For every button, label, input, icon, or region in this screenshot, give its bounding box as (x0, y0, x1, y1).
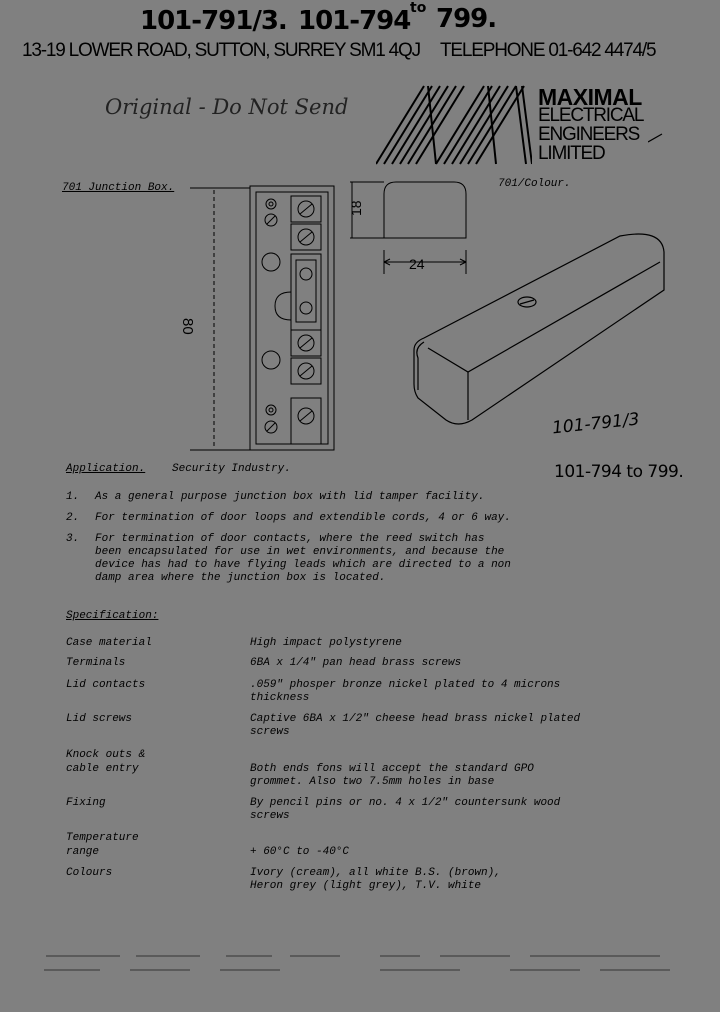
spec-value-lid-contacts: .059" phosper bronze nickel plated to 4 microns (250, 679, 561, 691)
spec-label-temperature-2: range (66, 846, 100, 858)
application-industry: Security Industry. (172, 463, 291, 475)
application-item-3-num: 3. (66, 533, 80, 545)
company-line-2: ELECTRICAL (538, 105, 644, 126)
spec-label-terminals: Terminals (66, 657, 126, 669)
drawing-title: 701 Junction Box. (62, 182, 175, 194)
spec-value-terminals: 6BA x 1/4" pan head brass screws (250, 657, 462, 669)
spec-label-lid-contacts: Lid contacts (66, 679, 146, 691)
application-item-3-line-2: been encapsulated for use in wet environments, and because the (95, 546, 505, 558)
original-note: Original - Do Not Send (105, 95, 349, 119)
spec-value-knockouts: Both ends fons will accept the standard GPO (250, 763, 534, 775)
spec-value-lid-screws-2: screws (250, 726, 290, 738)
dim-length: 80 (179, 318, 196, 335)
handwritten-ref-c: 799. (436, 4, 497, 34)
application-item-1: As a general purpose junction box with lid tamper facility. (95, 491, 485, 503)
handwritten-side-ref-1: 101-791/3 (551, 409, 641, 439)
spec-label-temperature: Temperature (66, 832, 139, 844)
spec-value-colours: Ivory (cream), all white B.S. (brown), (250, 867, 501, 879)
colour-label: 701/Colour. (498, 178, 571, 190)
application-item-3-line-3: device has had to have flying leads which are directed to a non (95, 559, 511, 571)
spec-label-fixing: Fixing (66, 797, 106, 809)
spec-value-lid-contacts-2: thickness (250, 692, 310, 704)
application-item-2: For termination of door loops and extendible cords, 4 or 6 way. (95, 512, 511, 524)
handwritten-side-ref-2: 101-794 to 799. (554, 462, 684, 482)
spec-label-knockouts-2: cable entry (66, 763, 139, 775)
spec-value-lid-screws: Captive 6BA x 1/2" cheese head brass nickel plated (250, 713, 581, 725)
letterhead-address: 13-19 LOWER ROAD, SUTTON, SURREY SM1 4QJ (22, 40, 420, 61)
company-name: MAXIMAL (538, 84, 642, 110)
application-item-3-line-4: damp area where the junction box is located. (95, 572, 386, 584)
spec-value-fixing-2: screws (250, 810, 290, 822)
spec-label-knockouts: Knock outs & (66, 749, 146, 761)
junction-box-top-view (190, 180, 340, 460)
junction-box-isometric-view (410, 224, 670, 434)
dim-height: 18 (348, 200, 364, 216)
company-line-3: ENGINEERS (538, 124, 640, 145)
spec-value-knockouts-2: grommet. Also two 7.5mm holes in base (250, 776, 495, 788)
spec-value-colours-2: Heron grey (light grey), T.V. white (250, 880, 482, 892)
spec-value-fixing: By pencil pins or no. 4 x 1/2" countersunk wood (250, 797, 561, 809)
letterhead-telephone: TELEPHONE 01-642 4474/5 (440, 40, 656, 61)
specification-heading: Specification: (66, 610, 159, 622)
handwritten-ref-a: 101-791/3. (140, 6, 287, 36)
spec-value-case: High impact polystyrene (250, 637, 402, 649)
dim-width: 24 (409, 256, 425, 272)
company-divider (648, 130, 664, 144)
spec-label-lid-screws: Lid screws (66, 713, 133, 725)
company-logo (376, 84, 532, 166)
footer-rules (40, 950, 680, 980)
company-line-4: LIMITED (538, 143, 605, 164)
spec-label-case: Case material (66, 637, 152, 649)
spec-value-temperature: + 60°C to -40°C (250, 846, 350, 858)
application-item-1-num: 1. (66, 491, 80, 503)
spec-label-colours: Colours (66, 867, 113, 879)
handwritten-ref-to: to (410, 0, 427, 16)
application-item-2-num: 2. (66, 512, 80, 524)
application-heading: Application. (66, 463, 146, 475)
handwritten-ref-b: 101-794 (298, 6, 411, 36)
application-item-3-line-1: For termination of door contacts, where the reed switch has (95, 533, 485, 545)
